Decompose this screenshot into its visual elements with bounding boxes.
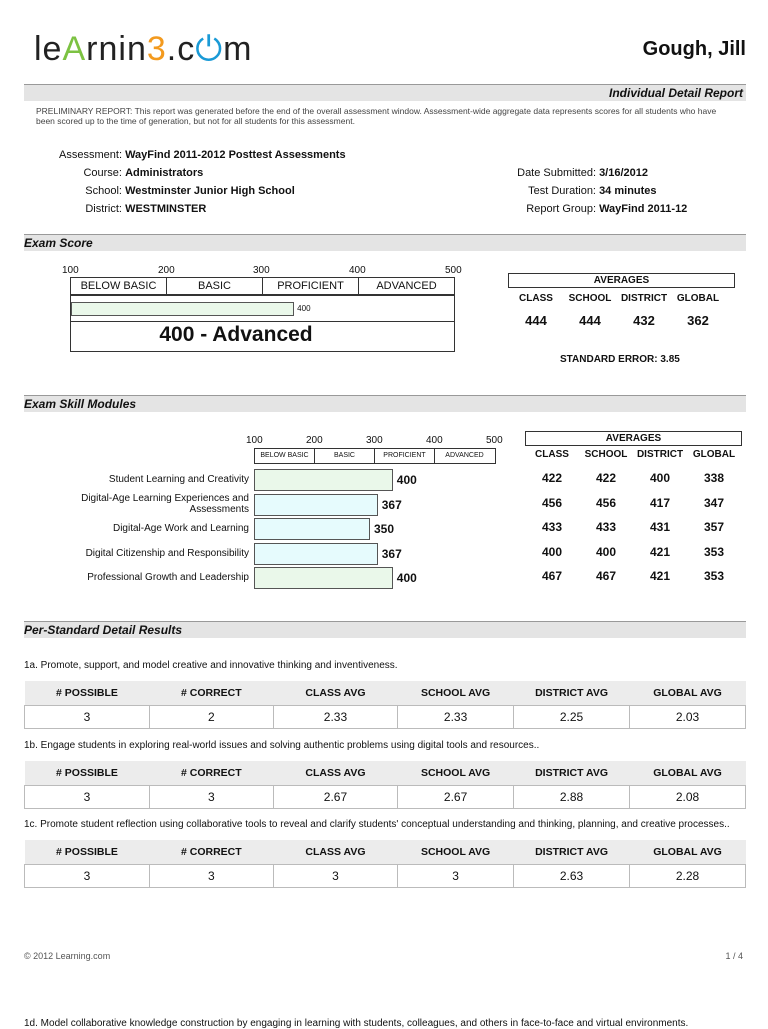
standards-bar xyxy=(24,621,746,638)
standard-table: # POSSIBLE # CORRECT CLASS AVG SCHOOL AVG DISTRICT AVG GLOBAL AVG 3 2 2.33 2.33 2.25 2.03 xyxy=(24,681,746,729)
modules-bar xyxy=(24,395,746,412)
averages-columns: CLASS SCHOOL DISTRICT GLOBAL xyxy=(519,293,720,304)
band-advanced: ADVANCED xyxy=(376,280,437,292)
standard-text: 1b. Engage students in exploring real-world issues and solving authentic problems using digital tools and resources.. xyxy=(24,740,540,751)
scale-300: 300 xyxy=(253,265,270,276)
averages-header: AVERAGES xyxy=(508,273,735,288)
standards-title: Per-Standard Detail Results xyxy=(24,623,183,637)
meta-right: Date Submitted: 3/16/2012 Test Duration: 34 minutes Report Group: WayFind 2011-12 xyxy=(517,167,688,215)
module-averages-columns: CLASS SCHOOL DISTRICT GLOBAL xyxy=(535,449,736,460)
module-averages: 433 433 431 357 xyxy=(541,520,725,534)
module-averages-header: AVERAGES xyxy=(525,431,742,446)
mod-scale-200: 200 xyxy=(306,435,323,446)
module-name: Digital-Age Work and Learning xyxy=(112,523,249,534)
page-number: 1 / 4 xyxy=(725,951,743,961)
module-score-bar xyxy=(254,518,370,540)
module-score-bar xyxy=(254,494,378,516)
learning-com-logo: leArnin3.c⏻m xyxy=(34,30,253,68)
band-proficient: PROFICIENT xyxy=(263,278,359,294)
module-score-label: 367 xyxy=(381,497,402,512)
mod-scale-500: 500 xyxy=(486,435,503,446)
scale-400: 400 xyxy=(349,265,366,276)
mod-scale-300: 300 xyxy=(366,435,383,446)
exam-score-title: Exam Score xyxy=(24,236,93,250)
band-basic: BASIC xyxy=(167,278,263,294)
exam-result: 400 - Advanced xyxy=(159,323,313,346)
student-name: Gough, Jill xyxy=(642,38,746,60)
module-score-bar xyxy=(254,543,378,565)
exam-score-box xyxy=(70,295,455,352)
module-averages: 467 467 421 353 xyxy=(541,569,725,583)
standard-text: 1a. Promote, support, and model creative and innovative thinking and inventiveness. xyxy=(24,660,398,671)
exam-score-bar-label: 400 xyxy=(297,304,311,313)
score-bands xyxy=(70,277,455,295)
module-name: Professional Growth and Leadership xyxy=(87,572,249,583)
standard-error: STANDARD ERROR: 3.85 xyxy=(560,354,680,365)
mod-scale-400: 400 xyxy=(426,435,443,446)
module-score-bar xyxy=(254,567,393,589)
module-score-label: 367 xyxy=(381,546,402,561)
scale-100: 100 xyxy=(62,265,79,276)
module-bands: BELOW BASIC BASIC PROFICIENT ADVANCED xyxy=(254,448,496,464)
module-score-label: 400 xyxy=(396,571,417,585)
mod-scale-100: 100 xyxy=(246,435,263,446)
meta-left: Assessment: WayFind 2011-2012 Posttest Assessments Course: Administrators School: Westminster Junior High School District: WESTMINSTER xyxy=(59,149,346,215)
next-page-text: 1d. Model collaborative knowledge construction by engaging in learning with students, colleagues, and others in face-to-face and virtual environments. xyxy=(24,1018,689,1029)
standard-table: # POSSIBLE # CORRECT CLASS AVG SCHOOL AVG DISTRICT AVG GLOBAL AVG 3 3 3 3 2.63 2.28 xyxy=(24,840,746,888)
module-name: Digital-Age Learning Experiences and Assessments xyxy=(81,492,249,515)
scale-200: 200 xyxy=(158,265,175,276)
module-rows xyxy=(0,468,768,598)
module-averages: 400 400 421 353 xyxy=(541,544,725,559)
copyright: © 2012 Learning.com xyxy=(24,951,111,961)
report-type: Individual Detail Report xyxy=(608,86,743,100)
report-type-bar xyxy=(24,84,746,101)
exam-score-bar-fill xyxy=(71,302,294,316)
module-name: Digital Citizenship and Responsibility xyxy=(85,547,249,559)
module-score-bar xyxy=(254,469,393,491)
averages-values: 444 444 432 362 xyxy=(525,313,709,328)
module-averages: 456 456 417 347 xyxy=(541,495,725,510)
module-score-label: 350 xyxy=(374,522,395,536)
standard-table: # POSSIBLE # CORRECT CLASS AVG SCHOOL AVG DISTRICT AVG GLOBAL AVG 3 3 2.67 2.67 2.88 2.08 xyxy=(24,761,746,809)
exam-score-bar xyxy=(24,234,746,251)
module-averages: 422 422 400 338 xyxy=(541,471,725,485)
band-below-basic: BELOW BASIC xyxy=(71,278,167,294)
module-score-label: 400 xyxy=(396,473,417,487)
scale-500: 500 xyxy=(445,265,462,276)
modules-title: Exam Skill Modules xyxy=(24,397,137,411)
standard-text: 1c. Promote student reflection using collaborative tools to reveal and clarify students' conceptual understanding and thinking, planning, and creative processes.. xyxy=(24,819,730,830)
preliminary-notice: PRELIMINARY REPORT: This report was generated before the end of the overall assessment window. Assessment-wide aggregate data represents scores for all students who have been scored up to the time of generation, but not for all students for this assessment. xyxy=(36,106,717,126)
module-name: Student Learning and Creativity xyxy=(108,474,249,485)
